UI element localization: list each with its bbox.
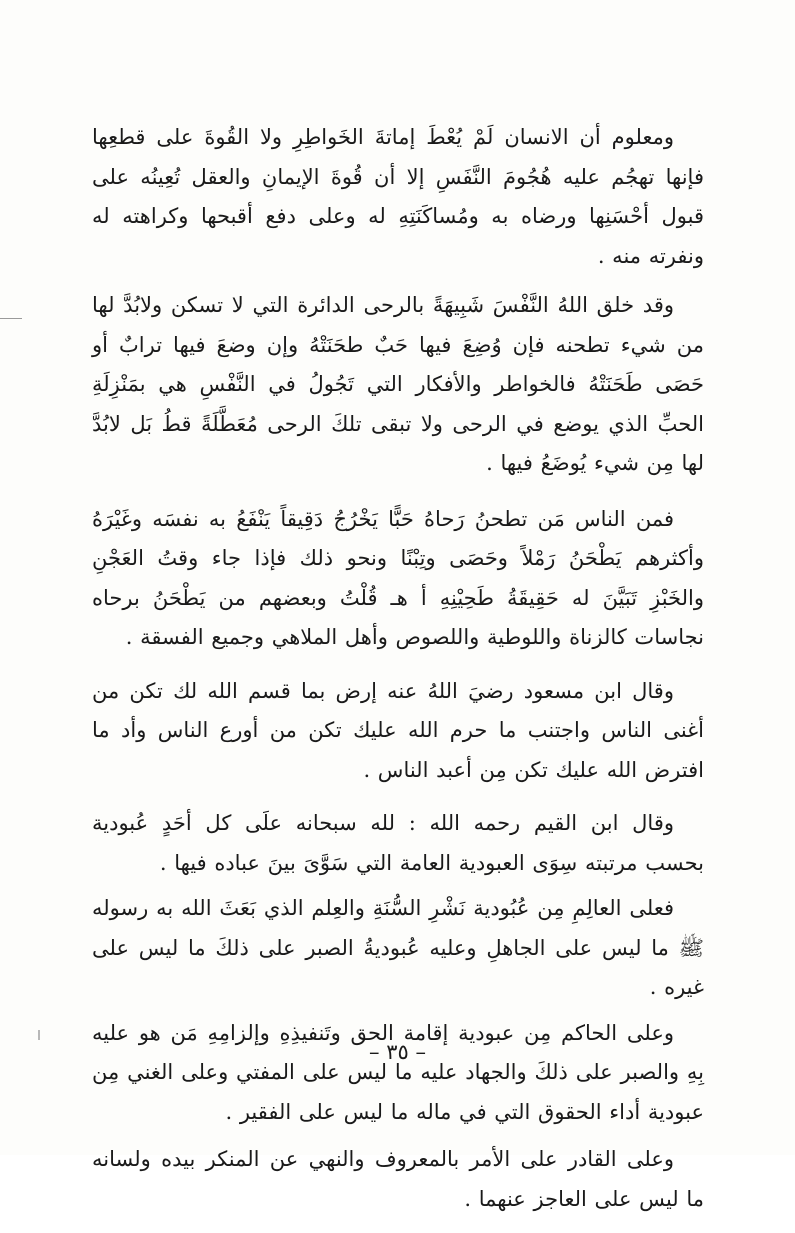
paragraph-ibn-qayyim: وقال ابن القيم رحمه الله : لله سبحانه علَى كل أحَدٍ عُبودية بحسب مرتبته سِوَى العبودية العامة التي سَوَّىَ بينَ عباده فيها . bbox=[92, 811, 704, 875]
paragraph-thoughts: ومعلوم أن الانسان لَمْ يُعْطَ إماتةَ الخَواطِرِ ولا القُوةَ على قطعِها فإنها تهجُم عليه هُجُومَ النَّفَسِ إلا أن قُوةَ الإيمانِ والعقل تُعِينُه على قبول أحْسَنِها ورضاه به ومُساكَنَتِهِ له وعلى دفع أقبحها وكراهته له ونفرته منه . bbox=[92, 125, 704, 268]
paragraph-capable: وعلى القادر على الأمر بالمعروف والنهي عن المنكر بيده ولسانه ما ليس على العاجز عنهما . bbox=[92, 1147, 704, 1211]
page-number: – ٣٥ – bbox=[369, 1040, 426, 1064]
paragraph-ibn-masud: وقال ابن مسعود رضيَ اللهُ عنه إرض بما قسم الله لك تكن من أغنى الناس واجتنب ما حرم الله عليك تكن من أورع الناس وأد ما افترض الله عليك تكن مِن أعبد الناس . bbox=[92, 678, 704, 782]
margin-speck bbox=[38, 1030, 40, 1040]
paragraph-scholar: فعلى العالِمِ مِن عُبُودية نَشْرِ السُّنَةِ والعِلم الذي بَعَثَ الله به رسوله ﷺ ما ليس على الجاهلِ وعليه عُبوديةُ الصبر على ذلكَ ما ليس على غيره . bbox=[92, 896, 704, 999]
paragraph-mill: وقد خلق اللهُ النَّفْسَ شَبِيهَةً بالرحى الدائرة التي لا تسكن ولابُدَّ لها من شيء تطحنه فإن وُضِعَ فيها حَبٌ طحَنَتْهُ وإن وضعَ فيها ترابٌ أو حَصَى طَحَنَتْهُ فالخواطر والأفكار التي تَجُولُ في النَّفْسِ هي بمَنْزِلَةِ الحبِّ الذي يوضع في الرحى ولا تبقى تلكَ الرحى مُعَطَّلَةً قطُ بَل لابُدَّ لها مِن شيء يُوضَعُ فيها . bbox=[92, 293, 704, 475]
paragraph-ruler: وعلى الحاكم مِن عبودية إقامة الحق وتَنفيذِهِ وإلزامِهِ مَن هو عليه بِهِ والصبر على ذلكَ والجهاد عليه ما ليس على المفتي وعلى الغني مِن عبودية أداء الحقوق التي في ماله ما ليس على الفقير . bbox=[92, 1020, 704, 1124]
margin-mark bbox=[0, 318, 22, 319]
body-text bbox=[92, 118, 704, 1233]
paragraph-people-grind: فمن الناس مَن تطحنُ رَحاهُ حَبًّا يَخْرُجُ دَقِيقاً يَنْفَعُ به نفسَه وغَيْرَهُ وأكثرهم يَطْحَنُ رَمْلاً وحَصَى وتِبْنًا ونحو ذلك فإذا جاء وقتُ العَجْنِ والخَبْزِ تَبَيَّنَ له حَقِيقَةُ طَحِيْنِهِ أ هـ قُلْتُ وبعضهم من يَطْحَنُ برحاه نجاسات كالزناة واللوطية واللصوص وأهل الملاهي وجميع الفسقة . bbox=[92, 506, 704, 649]
